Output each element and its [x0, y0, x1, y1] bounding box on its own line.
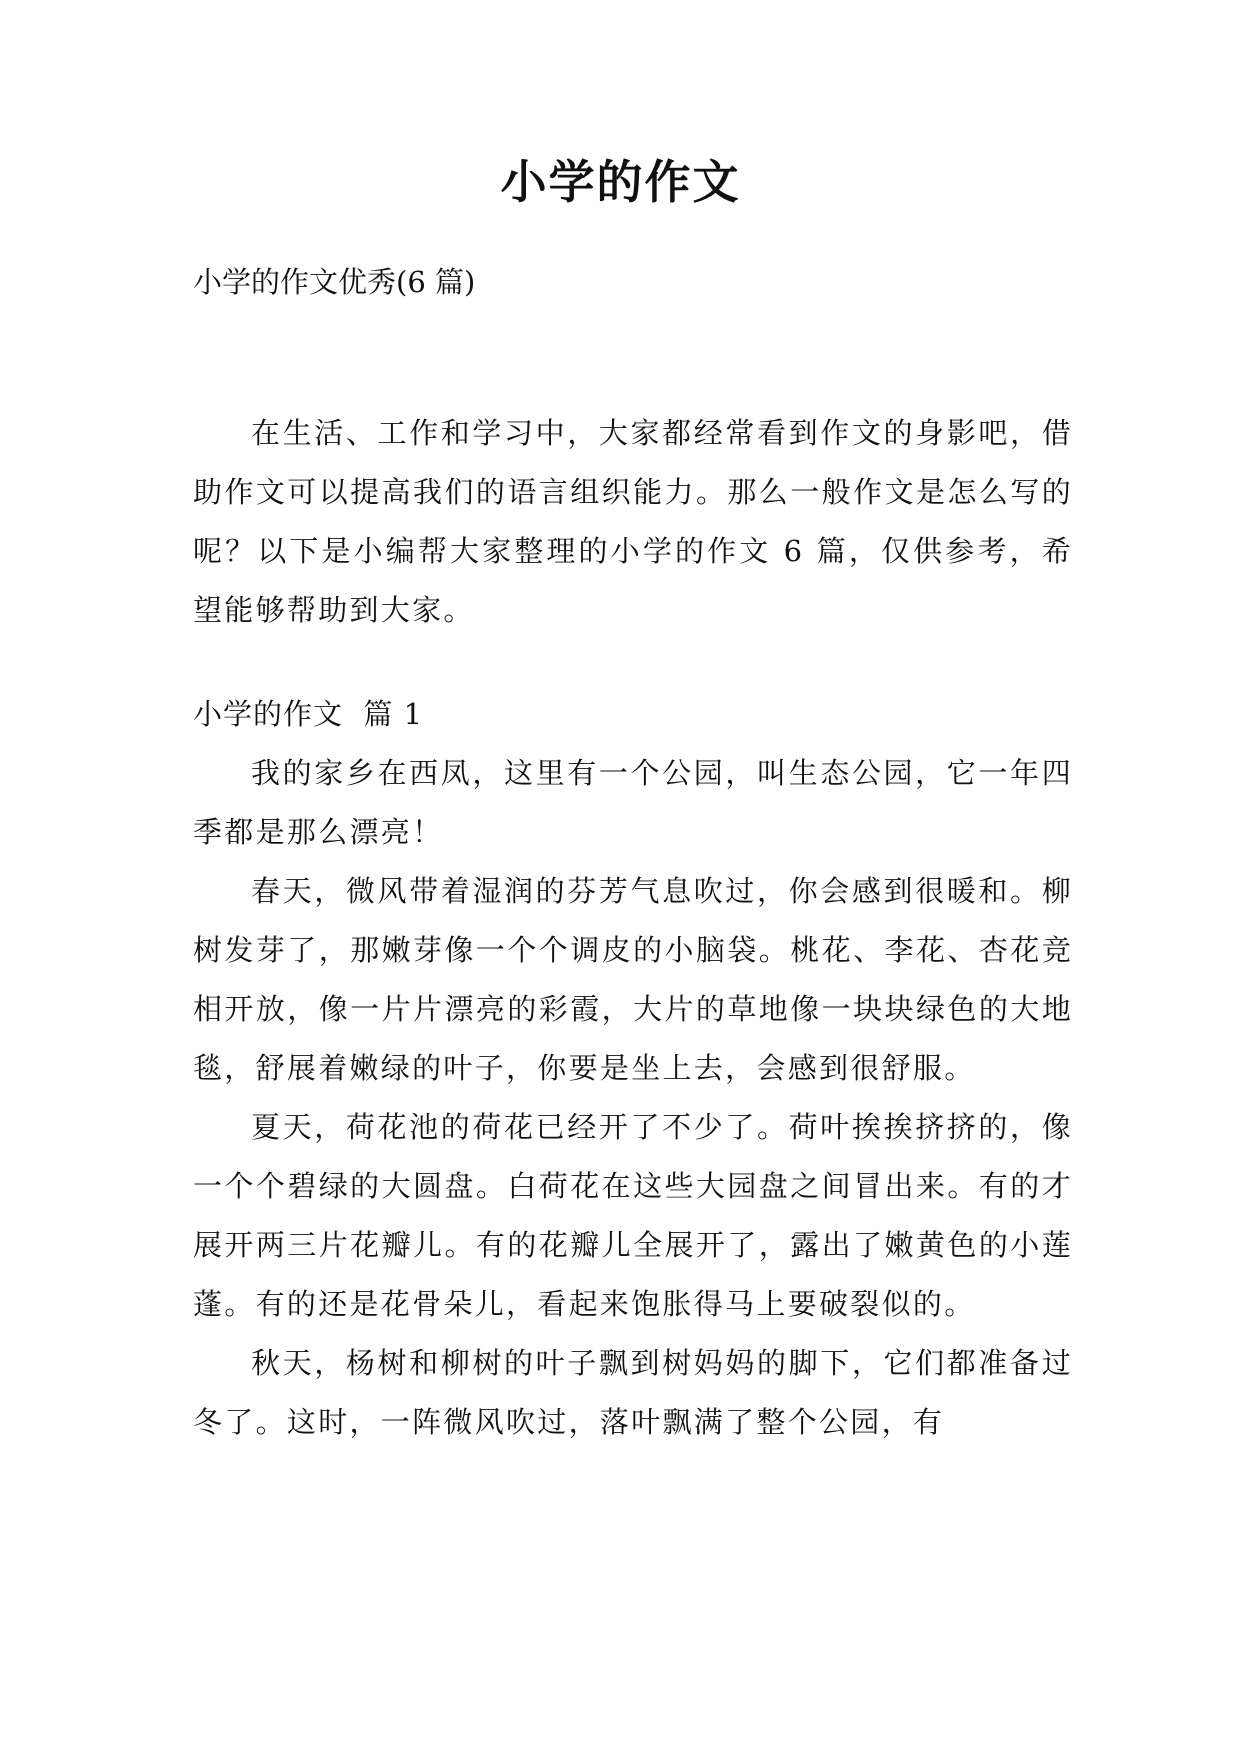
- section-heading: 小学的作文 篇 1: [193, 697, 424, 731]
- document-body: [193, 404, 1073, 1452]
- paragraph-spacer: [193, 640, 1073, 685]
- document-subtitle: 小学的作文优秀(6 篇): [193, 265, 476, 299]
- body-paragraph: 夏天，荷花池的荷花已经开了不少了。荷叶挨挨挤挤的，像一个个碧绿的大圆盘。白荷花在这些大园盘之间冒出来。有的才展开两三片花瓣儿。有的花瓣儿全展开了，露出了嫩黄色的小莲蓬。有的还是花骨朵儿，看起来饱胀得马上要破裂似的。: [193, 1110, 1073, 1321]
- intro-paragraph: 在生活、工作和学习中，大家都经常看到作文的身影吧，借助作文可以提高我们的语言组织能力。那么一般作文是怎么写的呢？以下是小编帮大家整理的小学的作文 6 篇，仅供参考，希望能够帮助到大家。: [193, 416, 1073, 627]
- document-title: 小学的作文: [500, 155, 741, 209]
- body-paragraph: 我的家乡在西凤，这里有一个公园，叫生态公园，它一年四季都是那么漂亮！: [193, 756, 1073, 849]
- body-paragraph: 春天，微风带着湿润的芬芳气息吹过，你会感到很暖和。柳树发芽了，那嫩芽像一个个调皮的小脑袋。桃花、李花、杏花竞相开放，像一片片漂亮的彩霞，大片的草地像一块块绿色的大地毯，舒展着嫩绿的叶子，你要是坐上去，会感到很舒服。: [193, 874, 1073, 1085]
- body-paragraph: 秋天，杨树和柳树的叶子飘到树妈妈的脚下，它们都准备过冬了。这时，一阵微风吹过，落叶飘满了整个公园，有: [193, 1346, 1073, 1439]
